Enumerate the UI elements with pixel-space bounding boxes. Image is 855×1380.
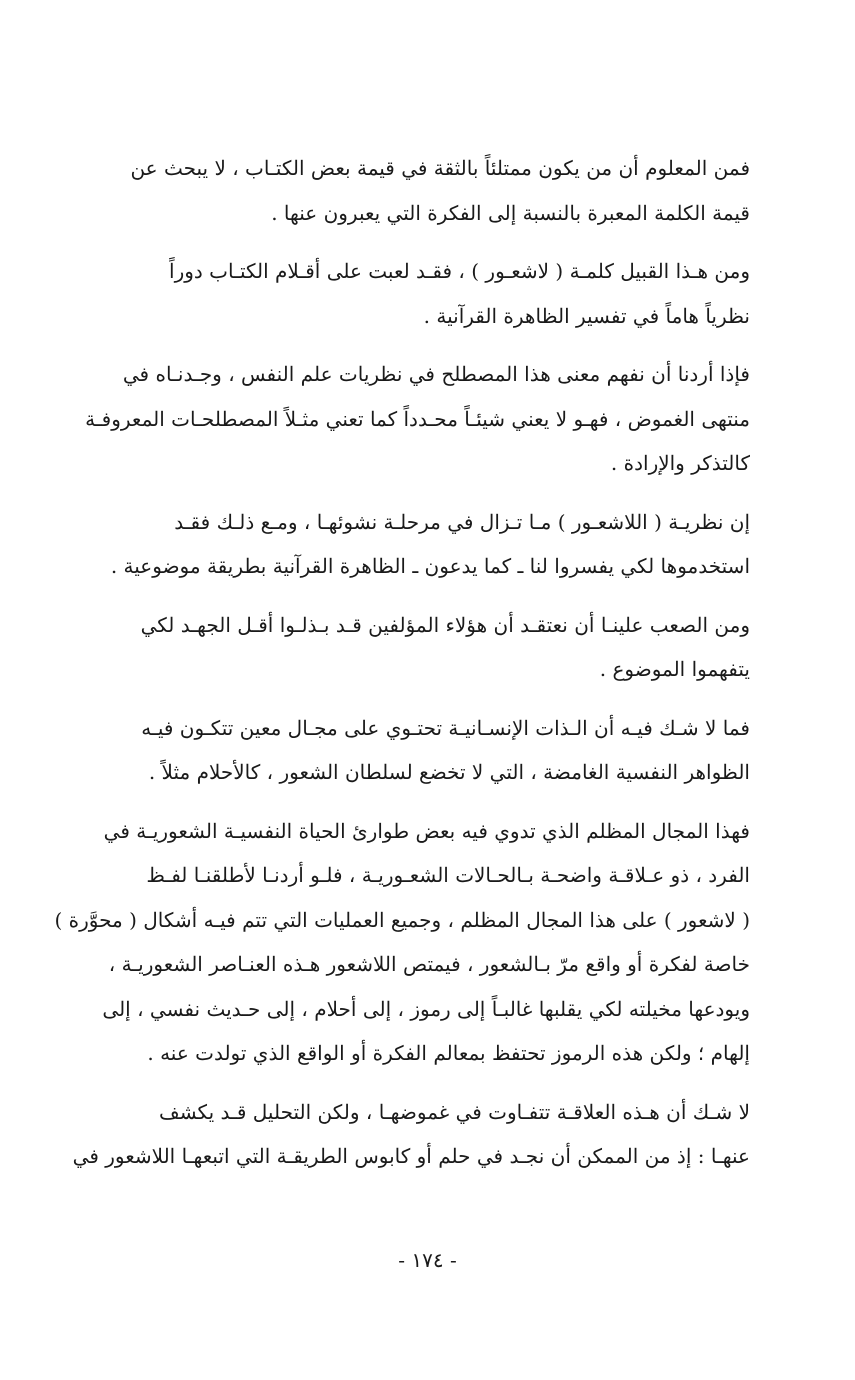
paragraph-1 — [52, 146, 750, 235]
page-number: - ١٧٤ - — [398, 1248, 457, 1272]
text-line: يتفهموا الموضوع . — [599, 657, 750, 681]
paragraph-4 — [52, 500, 750, 589]
text-line: نظرياً هاماً في تفسير الظاهرة القرآنية . — [423, 303, 750, 328]
text-line: إن نظريـة ( اللاشعـور ) مـا تـزال في مرحلـة نشوئهـا ، ومـع ذلـك فقـد — [174, 509, 750, 534]
text-line: ( لاشعور ) على هذا المجال المظلم ، وجميع العمليات التي تتم فيـه أشكال ( محوَّرة ) — [54, 907, 750, 932]
paragraph-8 — [52, 1090, 750, 1179]
text-line: كالتذكر والإرادة . — [610, 451, 750, 475]
paragraph-6 — [52, 706, 750, 795]
text-line: فما لا شـك فيـه أن الـذات الإنسـانيـة تحتـوي على مجـال معين تتكـون فيـه — [141, 715, 750, 740]
text-line: لا شـك أن هـذه العلاقـة تتفـاوت في غموضهـا ، ولكن التحليل قـد يكشف — [158, 1099, 750, 1124]
paragraph-5 — [52, 603, 750, 692]
paragraph-3 — [52, 352, 750, 486]
text-line: الظواهر النفسية الغامضة ، التي لا تخضع لسلطان الشعور ، كالأحلام مثلاً . — [148, 760, 750, 784]
text-line: خاصة لفكرة أو واقع مرّ بـالشعور ، فيمتص اللاشعور هـذه العنـاصر الشعوريـة ، — [108, 952, 750, 976]
text-line: ومن هـذا القبيل كلمـة ( لاشعـور ) ، فقـد لعبت على أقـلام الكتـاب دوراً — [169, 259, 750, 283]
text-line: إلهام ؛ ولكن هذه الرموز تحتفظ بمعالم الفكرة أو الواقع الذي تولدت عنه . — [147, 1041, 750, 1065]
text-line: فهذا المجال المظلم الذي تدوي فيه بعض طوارئ الحياة النفسيـة الشعوريـة في — [103, 818, 750, 843]
text-line: ومن الصعب علينـا أن نعتقـد أن هؤلاء المؤلفين قـد بـذلـوا أقـل الجهـد لكي — [140, 612, 750, 637]
text-line: الفرد ، ذو عـلاقـة واضحـة بـالحـالات الشعـوريـة ، فلـو أردنـا لأطلقنـا لفـظ — [146, 863, 750, 887]
text-line: ويودعها مخيلته لكي يقلبها غالبـاً إلى رموز ، إلى أحلام ، إلى حـديث نفسي ، إلى — [102, 996, 750, 1021]
paragraph-2 — [52, 249, 750, 338]
text-line: فمن المعلوم أن من يكون ممتلئاً بالثقة في قيمة بعض الكتـاب ، لا يبحث عن — [130, 156, 750, 180]
text-line: استخدموها لكي يفسروا لنا ـ كما يدعون ـ الظاهرة القرآنية بطريقة موضوعية . — [110, 554, 750, 578]
body-text — [52, 146, 750, 1193]
paragraph-7 — [52, 809, 750, 1076]
text-line: قيمة الكلمة المعبرة بالنسبة إلى الفكرة التي يعبرون عنها . — [271, 200, 750, 225]
text-line: عنهـا : إذ من الممكن أن نجـد في حلم أو كابوس الطريقـة التي اتبعهـا اللاشعور في — [72, 1144, 750, 1168]
text-line: منتهى الغموض ، فهـو لا يعني شيئـاً محـدداً كما تعني مثـلاً المصطلحـات المعروفـة — [85, 406, 750, 431]
text-line: فإذا أردنا أن نفهم معنى هذا المصطلح في نظريات علم النفس ، وجـدنـاه في — [122, 362, 750, 386]
